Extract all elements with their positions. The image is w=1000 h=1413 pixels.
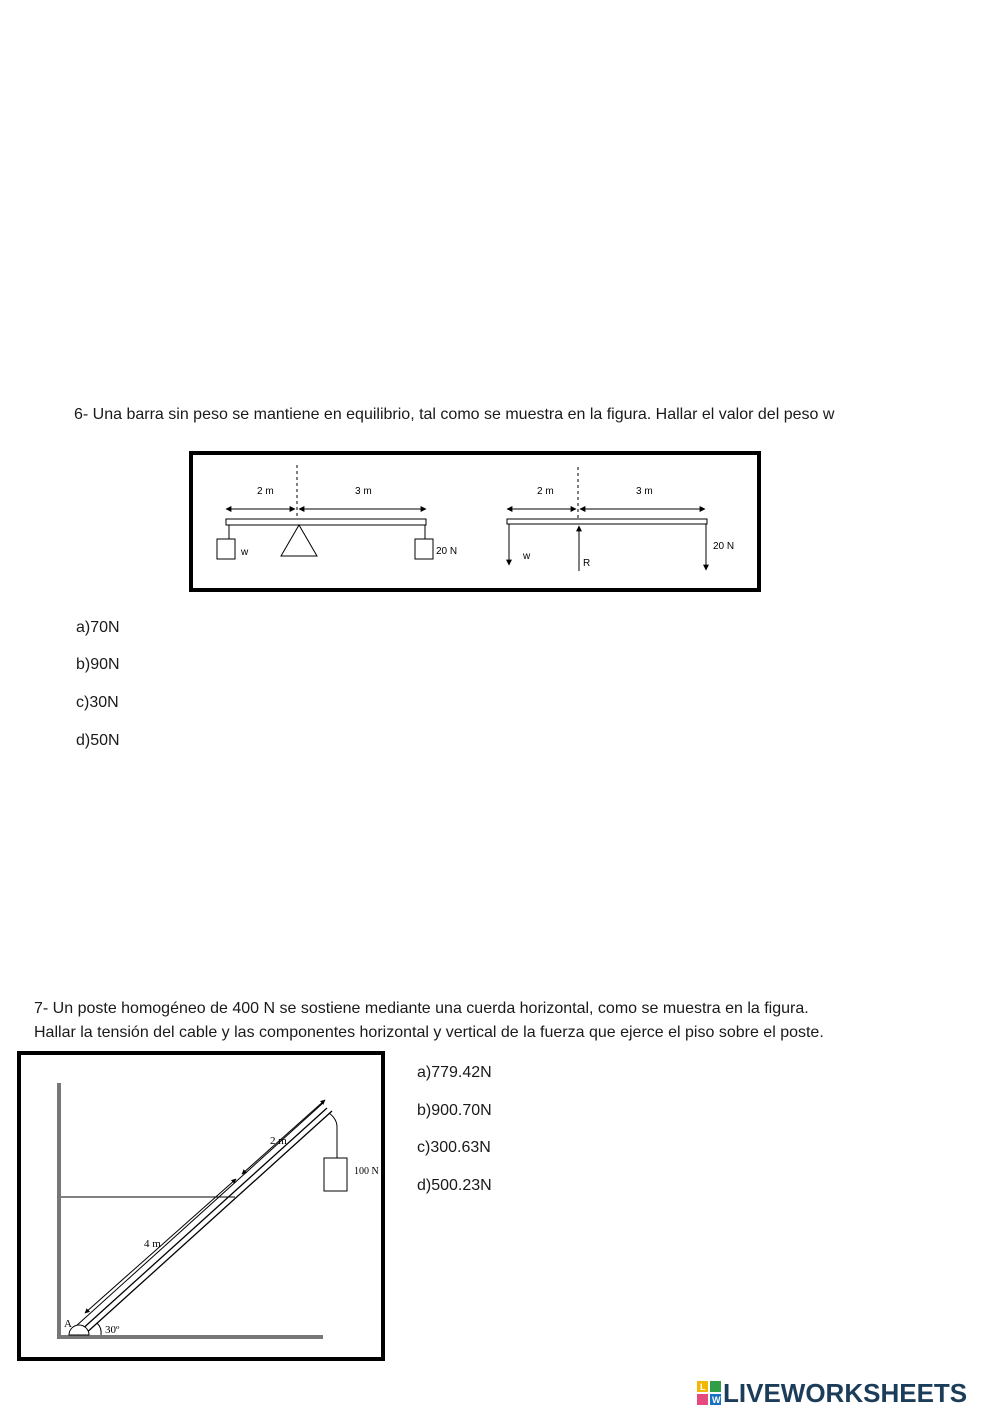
q6-option-c[interactable]: c)30N xyxy=(76,694,119,711)
right-load-label: 20 N xyxy=(713,541,735,552)
lever-figure xyxy=(189,451,761,592)
right-dist-3m: 3 m xyxy=(636,486,653,497)
question-7-line-2: Hallar la tensión del cable y las componentes horizontal y vertical de la fuerza que ejerce el piso sobre el poste. xyxy=(34,1024,824,1041)
question-6-text: 6- Una barra sin peso se mantiene en equilibrio, tal como se muestra en la figura. Hallar el valor del peso w xyxy=(74,406,835,423)
liveworksheets-wordmark: LIVEWORKSHEETS xyxy=(723,1377,968,1408)
pole-figure xyxy=(17,1051,385,1361)
liveworksheets-icon xyxy=(697,1381,721,1405)
pivot-a-label: A xyxy=(64,1318,72,1330)
icon-letter-l: L xyxy=(700,1382,706,1392)
icon-letter-w: W xyxy=(712,1395,721,1405)
reaction-r-label: R xyxy=(583,558,591,569)
lever-diagram xyxy=(193,455,757,588)
q7-option-c[interactable]: c)300.63N xyxy=(417,1139,491,1156)
length-4m-label: 4 m xyxy=(144,1238,161,1250)
weight-w-box xyxy=(217,539,235,559)
right-dist-2m: 2 m xyxy=(537,486,554,497)
q7-option-d[interactable]: d)500.23N xyxy=(417,1177,492,1194)
lever-bar xyxy=(226,519,426,525)
q6-option-d[interactable]: d)50N xyxy=(76,732,120,749)
weight-w-label: w xyxy=(241,547,249,558)
angle-30-label: 30º xyxy=(105,1324,120,1336)
angle-arc xyxy=(97,1323,101,1335)
lever-free-body-diagram xyxy=(507,467,734,571)
weight-100n-box xyxy=(324,1158,347,1191)
q7-option-a[interactable]: a)779.42N xyxy=(417,1064,492,1081)
free-body-w-label: w xyxy=(523,551,531,562)
weight-100n-label: 100 N xyxy=(354,1166,379,1177)
hanging-string xyxy=(329,1113,337,1163)
length-2m-label: 2 m xyxy=(270,1135,287,1147)
liveworksheets-logo[interactable] xyxy=(697,1378,967,1408)
left-dist-3m: 3 m xyxy=(355,486,372,497)
pole-diagram xyxy=(21,1055,381,1357)
q6-option-a[interactable]: a)70N xyxy=(76,619,120,636)
wall xyxy=(57,1083,61,1337)
fulcrum-triangle xyxy=(281,525,317,556)
floor xyxy=(57,1335,323,1339)
free-body-bar xyxy=(507,519,707,524)
left-load-label: 20 N xyxy=(436,546,458,557)
weight-20n-box xyxy=(415,539,433,559)
left-dist-2m: 2 m xyxy=(257,486,274,497)
lever-left-diagram xyxy=(217,465,457,559)
q6-option-b[interactable]: b)90N xyxy=(76,656,120,673)
q7-option-b[interactable]: b)900.70N xyxy=(417,1102,492,1119)
pole xyxy=(75,1103,332,1335)
question-7-line-1: 7- Un poste homogéneo de 400 N se sostiene mediante una cuerda horizontal, como se muestra en la figura. xyxy=(34,1000,809,1017)
